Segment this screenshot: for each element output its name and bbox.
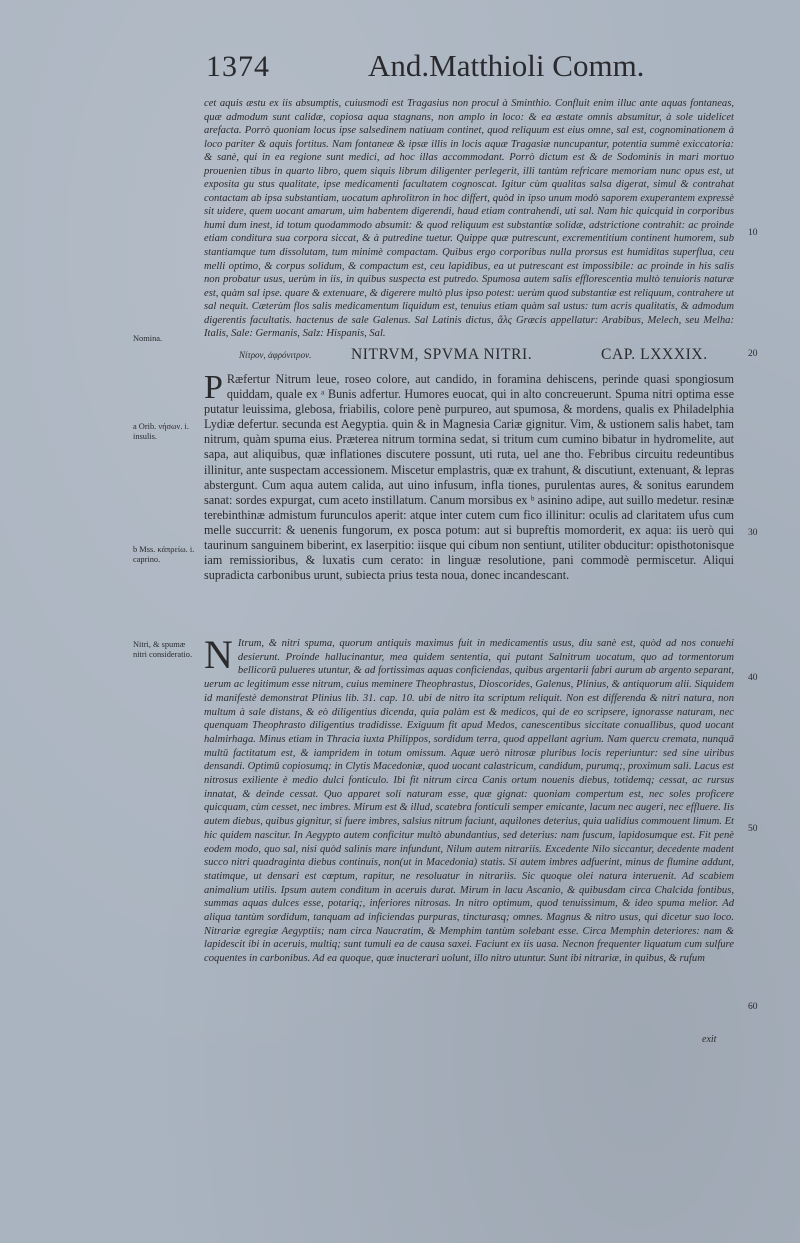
main-text-body: Ræfertur Nitrum leue, roseo colore, aut candido, in foramina dehiscens, perinde quasi spongiosum quiddam, quale ex ᵃ Bunis adfertur. Humores euocat, qui in alto concreuerunt. Spuma nitri optima esse putatur leuissima, glebosa, friabilis, colore penè purpureo, aut spumosa, & mordens, qualis ex Philadelphia Lydiæ defertur. secunda est Aegyptia. quin & in Magnesia Cariæ gignitur. Vim, & ustionem salis habet, tam nitrum, quàm spuma eius. Præterea nitrum tormina sedat, si tritum cum cumino bibatur in hydromelite, aut sapa, aut aliquibus, quæ inflationes discutere possunt, uti ruta, uel ane tho. Febribus circuitu redeuntibus illinitur, ante suspectam accessionem. Miscetur emplastris, quæ ex trahunt, & discutiunt, extenuant, & lepras abstergunt. Cum aqua autem calida, aut uino infusum, infla tiones, purulentas aures, & sonitus earundem sanat: sordes expurgat, cum aceto instillatum. Canum morsibus ex ᵇ asinino adipe, aut suillo medetur. resinæ terebinthinæ admistum furunculos aperit: atque inter cutem cum fico illinitur: oculis ad claritatem ufus cum melle succurrit: & uenenis fungorum, ex posca potum: aut si bupreftis momorderit, ex aqua: iis uerò qui taurinum sanguinem biberint, ex laserpitio: iisque qui cibum non sentiunt, utiliter obducitur: opisthotonisque iam remissioribus, & luxatis cum cerato: in linguæ resolutione, pani commodè permiscetur. Aliqui supradicta carbonibus urunt, subiecta prius testa noua, donec incandescant.: [204, 372, 734, 583]
line-number: 30: [748, 528, 758, 538]
margin-note-nomina: Nomina.: [133, 334, 163, 343]
page-number: 1374: [206, 50, 270, 83]
catchword: exit: [702, 1034, 717, 1045]
chapter-greek-name: Νίτρον, ἀφρόνιτρον.: [239, 350, 312, 360]
chapter-title: NITRVM, SPVMA NITRI.: [351, 346, 533, 363]
commentary-top: cet aquis æstu ex iis absumptis, cuiusmodi est Tragasius non procul à Sminthio. Confluit enim illuc ante aquas fontaneas, quæ admodum sunt calidæ, copiosa aqua stagnans, non amplo in loco: & ea æstate omnis absumitur, à sole uidelicet arefacta. Porrò quoniam locus ipse salsedinem natiuam continet, quod reliquum est eius omne, sal est, cognominationem à loco pariter & aquis fortitus. Nam fontaneæ & ipsæ illis in locis aquæ Tragasiæ nuncupantur, potentia summè exiccatoria: & sanè, qui in ea regione sunt medici, ad hoc illas accommodant. Porrò dictum est & de Sodominis in mari mortuo prouenien tibus in quarto libro, quem siquis librum diligenter perlegerit, illi tantùm refricare memoriam nunc opus est, ut exposita gu stus qualitate, ipse medicamenti facultatem cognoscat. Igitur cùm qualitas salsa digerat, simul & contrahat contactam ab ipsa substantiam, uocatum aphrolitron in hoc differt, quòd in ipso unum modò saporem exuperantem expressè sit uidere, quem uocant amarum, uim habentem digerendi, haud etiam contrahendi, uti sal. Nam hic quicquid in corporibus humi dum inest, id totum quodammodo absumit: & quod reliquum est substantiæ solidæ, adstrictione contrahit: ac proinde etiam conditura sua corpora siccat, & à putredine tuetur. Quippe quæ putrescunt, excrementitium continent humorem, sub stantiamque tum dissolutam, tum minimè compactam. Quibus ergo corporibus nulla prorsus est humiditas superflua, ceu melli optimo, & corpus solidum, & compactum est, ceu lapidibus, ea ut putrescant est impossibile: ac proinde in his salis non probatur usus, uerùm in iis, in quibus suspecta est putredo. Spumosa autem salis efflorescentia multò tenuioris naturæ est, quàm sal ipse. quare & extenuare, & digerere multò plus ipso potest: uerùm quod substantiæ est reliquum, contrahere ut sal nequit. Cæterùm flos salis medicamentum liquidum est, tenuius etiam quàm sal ustus: tum acris qualitatis, & admodum digerentis facultatis. hactenus de sale Galenus. Sal Latinis dictus, ἅλς Græcis appellatur: Arabibus, Melech, seu Melha: Italis, Sale: Germanis, Salz: Hispanis, Sal.: [204, 98, 734, 340]
line-number: 10: [748, 228, 758, 238]
line-number: 50: [748, 824, 758, 834]
drop-cap: P: [204, 369, 223, 406]
running-title: And.Matthioli Comm.: [368, 48, 645, 83]
main-text: [204, 369, 734, 583]
commentary-bottom: [204, 632, 734, 966]
chapter-heading: [204, 346, 764, 364]
line-number: 40: [748, 673, 758, 683]
commentary-bottom-body: Itrum, & nitri spuma, quorum antiquis maximus fuit in medicamentis usus, diu sanè est, quòd ad nos conuehi desierunt. Proinde hallucinantur, mea quidem sententia, qui putant Salnitrum uocatum, quo ad tormentorum bellicorū pulueres utuntur, & ad fortissimas aquas conficiendas, quibus argentarii fabri aurum ab argento separant, uerum ac legitimum esse nitrum, cuius meminere Theophrastus, Dioscorides, Galenus, Plinius, & antiquorum alii. Siquidem id manifestè demonstrat Plinius lib. 31. cap. 10. ubi de nitro ita scriptum reliquit. Non est differenda & nitri natura, non multum à sale distans, & eò diligentius dicenda, quia palàm est & medicos, qui de eo scripsere, ignorasse naturam, nec quenquam Theophrasto diligentius tradidisse. Exiguum fit apud Medos, canescentibus siccitate conuallibus, quod uocant halmirhaga. Minus etiam in Thracia iuxta Philippos, sordidum terra, quod appellant agrium. Nam quercu cremata, nunquā multū factitatum est, & iampridem in totum omissum. Aquæ uerò nitrosæ pluribus locis reperiuntur: sed sine uiribus densandi. Optimū copiosumq; in Clytis Macedoniæ, quod uocant calastricum, candidum, purumq;, proximum sali. Lacus est nitrosus exiliente è medio dulci fonticulo. Ibi fit nitrum circa Canis ortum nouenis diebus, totidemq; cessat, ac rursus innatat, & deinde cessat. Quo apparet soli naturam esse, quæ gignat: quoniam compertum est, nec soles proficere quicquam, cùm cesset, nec imbres. Mirum est & illud, scatebra fonticuli semper emicante, lacum nec augeri, nec effluere. Iis autem diebus, quibus gignitur, si fuere imbres, salsius nitrum faciunt, aquilones deterius, quia ualidius commouent limum. Et hic quidem nascitur. In Aegypto autem conficitur multò abundantius, sed deterius: nam fuscum, lapidosumque est. Fit penè eodem modo, quo sal, nisi quòd salinis mare infundunt, Nilum autem nitrariis. Excedente Nilo siccantur, decedente madent succo nitri quadraginta diebus continuis, non(ut in Macedonia) statis. Si autem imbres adfuerint, minus de flumine addunt, statimque, ut densari est cœptum, rapitur, ne resoluatur in nitrariis. Sic quoque olei natura interuenit. Ad scabiem animalium utilis. Ipsum autem conditum in aceruis durat. Mirum in lacu Ascanio, & quibusdam circa Chalcida fontibus, summas aquas dulces esse, potariq;, inferiores nitrosas. In nitro optimum, quod tenuissimum, & ideo spuma melior. Ad aliqua tantùm sordidum, tanquam ad inficiendas purpuras, tincturasq; omnes. Magnus & nitro usus, qui dicetur suo loco. Nitrariæ egregiæ Aegyptiis; nam circa Naucratim, & Memphim tantùm solebant esse. Circa Memphin deteriores: nam & lapidescit ibi in aceruis, multiq; sunt tumuli ea de causa saxei. Faciunt ex iis uasa. Necnon frequenter liquatum cum sulfure coquentes in carbonibus. Ad ea quoque, quæ inucterari uolunt, illo nitro utuntur. Sunt ibi nitrariæ, in quibus, & rufum: [204, 638, 734, 965]
margin-note-nitri: Nitri, & spumæ nitri consideratio.: [133, 640, 193, 660]
margin-note-a: a Orib. νήσων. i. insulis.: [133, 422, 189, 442]
drop-cap: N: [204, 632, 233, 677]
line-number: 20: [748, 349, 758, 359]
line-number: 60: [748, 1002, 758, 1012]
chapter-number: CAP. LXXXIX.: [601, 346, 708, 363]
margin-note-b: b Mss. κάπρείω. i. caprino.: [133, 545, 195, 565]
